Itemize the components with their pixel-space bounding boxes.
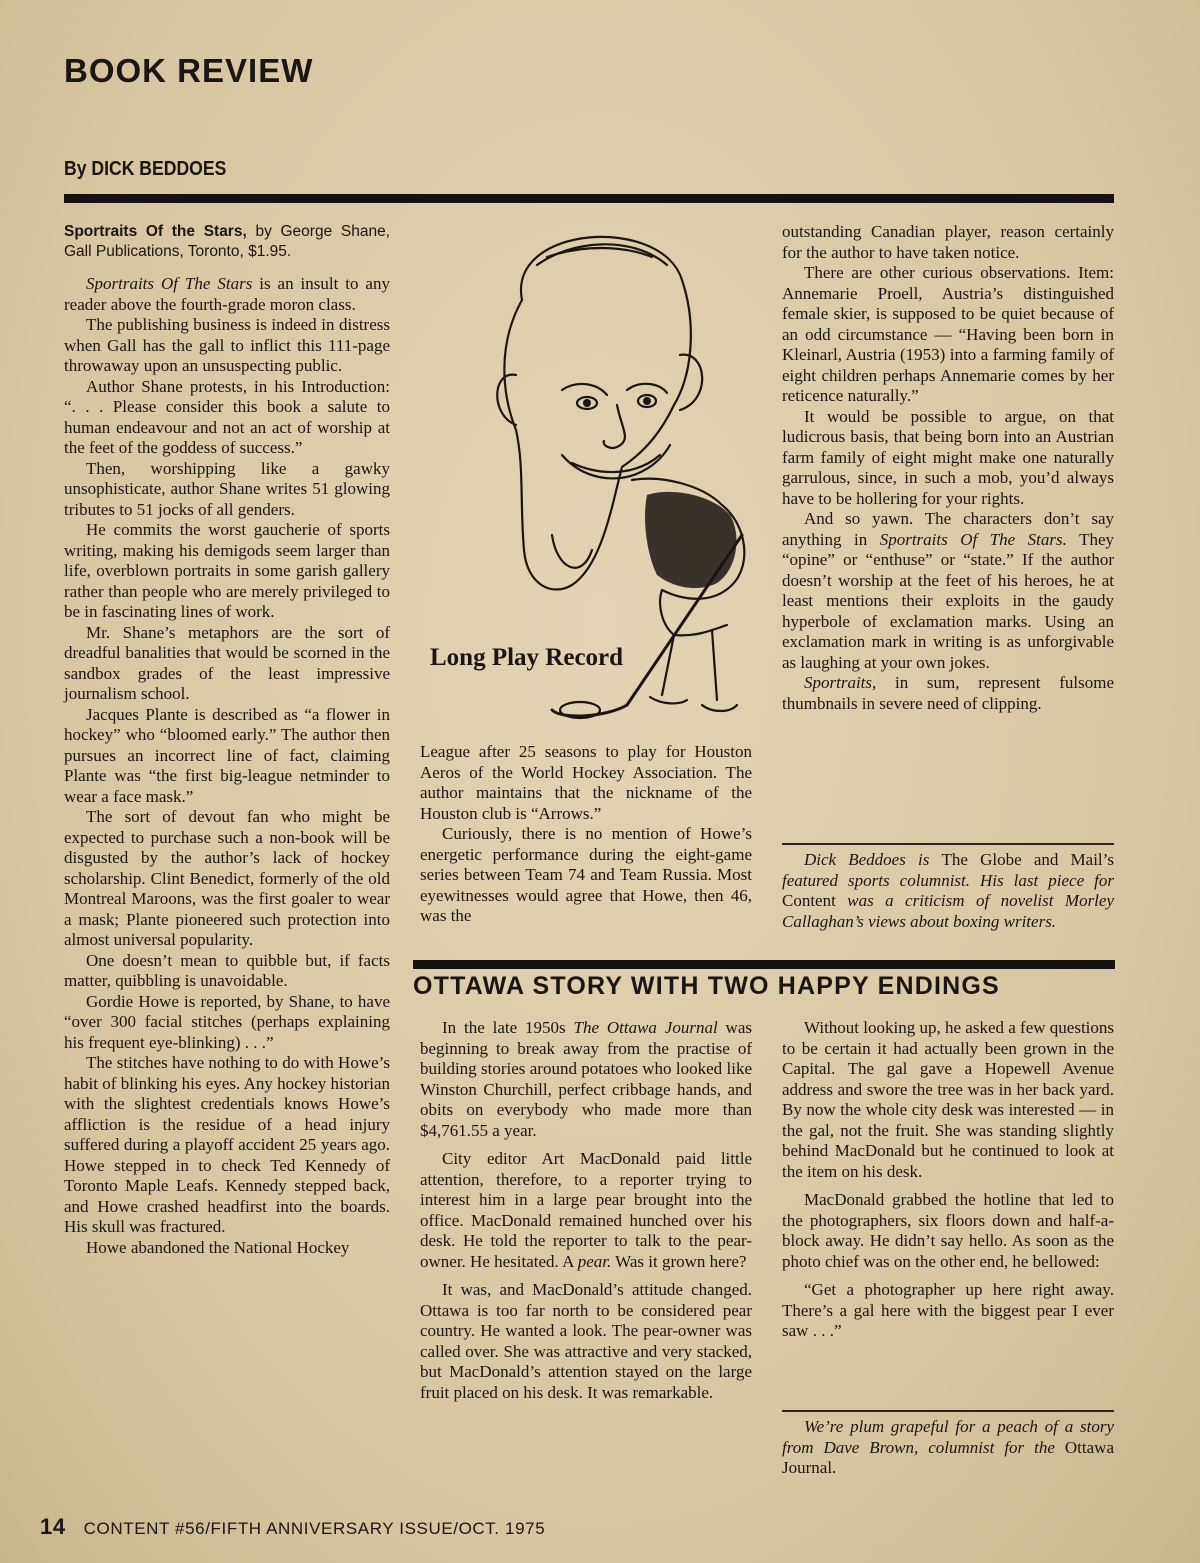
book-title: Sportraits Of the Stars, [64,223,247,240]
paragraph: It was, and MacDonald’s attitude changed. Ottawa is too far north to be considered pear country. He wanted a look. The pear-owner was called over. She was attractive and very stacked, but MacDonald’s attention stayed on the large fruit placed on his desk. It was remarkable. [420,1280,752,1402]
bio-part: was a criticism of novelist Morley Callaghan’s views about boxing writers. [782,891,1114,931]
paragraph: outstanding Canadian player, reason certainly for the author to have taken notice. [782,222,1114,262]
top-rule [64,194,1114,203]
section-rule [413,960,1115,969]
paragraph: The stitches have nothing to do with Howe’s habit of blinking his eyes. Any hockey historian with the slightest credentials knows Howe’s affliction is the residue of a head injury suffered during a playoff accident 25 years ago. Howe stepped in to check Ted Kennedy of Toronto Maple Leafs. Kennedy stepped back, and Howe crashed headfirst into the boards. His skull was fractured. [64,1053,390,1236]
ottawa-column-right [782,1018,1114,1342]
paragraph [782,673,1114,714]
newspaper-name: The Globe and Mail’s [941,850,1114,869]
credit-part: We’re plum grapeful for a peach of a story from Dave Brown, columnist for [782,1417,1114,1457]
magazine-name: Content [782,891,836,910]
story-credit [782,1417,1114,1479]
paragraph: MacDonald grabbed the hotline that led to the photographers, six floors down and half-a-block away. He didn’t say hello. As soon as the photo chief was on the other end, he bellowed: [782,1190,1114,1271]
paragraph [420,1018,752,1141]
bio-part: featured sports columnist. His last piece for [782,870,1114,890]
paragraph: Gordie Howe is reported, by Shane, to have “over 300 facial stitches (perhaps explaining his frequent eye-blinking) . . .” [64,991,390,1052]
newspaper-name: Ottawa Journal. [782,1437,1114,1477]
paragraph [420,1149,752,1272]
book-details: by George Shane, Gall Publications, Toronto, $1.95. [64,223,390,260]
bibliographic-entry [64,222,390,262]
paragraph-text: They “opine” or “enthuse” or “state.” If the author doesn’t worship at the feet of his heroes, he at least mentions their exploits in the gaudy hyperbole of exclamation marks. Using an exclamation mark in writing is as unforgivable as laughing at your own jokes. [782,529,1115,672]
book-title-italic: Sportraits Of The Stars [86,274,253,293]
ottawa-column-left [420,1018,752,1403]
section-heading: BOOK REVIEW [64,52,314,89]
paragraph-text: is an insult to any reader above the fourth-grade moron class. [64,274,390,314]
paragraph-text: And so yawn. The characters don’t say anything in [782,509,1114,549]
review-column-left [64,222,390,1258]
credit-part: the [1034,1437,1055,1457]
paragraph: One doesn’t mean to quibble but, if facts matter, quibbling is unavoidable. [64,950,390,990]
page-number: 14 [40,1514,66,1539]
bio-rule [782,843,1114,845]
paragraph: The publishing business is indeed in distress when Gall has the gall to inflict this 111-page throwaway upon an unsuspecting public. [64,315,390,375]
howe-caricature-illustration [412,205,772,735]
cartoon-caption: Long Play Record [430,644,624,671]
paragraph [782,509,1114,673]
paragraph [64,274,390,315]
paragraph-text: City editor Art MacDonald paid little attention, therefore, to a reporter trying to interest him in a large pear brought into the office. MacDonald remained hunched over his desk. He told the reporter to talk to the pear-owner. He hesitated. A [420,1149,752,1271]
page-footer [40,1514,545,1540]
paragraph: “Get a photographer up here right away. There’s a gal here with the biggest pear I ever saw . . .” [782,1280,1114,1340]
issue-line: CONTENT #56/FIFTH ANNIVERSARY ISSUE/OCT. 1975 [83,1519,546,1538]
review-column-right [782,222,1114,714]
emphasis: pear. [577,1251,612,1271]
book-title-italic: Sportraits, [804,673,877,692]
paragraph: It would be possible to argue, on that ludicrous basis, that being born into an Austrian farm family of eight might make one naturally garrulous, since, in such a mob, you’d always have to be hollering for your rights. [782,406,1114,508]
paragraph: There are other curious observations. Item: Annemarie Proell, Austria’s distinguished female skier, is supposed to be quiet because of an odd circumstance — “Having been born in Kleinarl, Austria (1953) into a farming family of eight children perhaps Annemarie comes by her reticence naturally.” [782,263,1114,405]
byline: By DICK BEDDOES [64,158,227,180]
paragraph: Curiously, there is no mention of Howe’s energetic performance during the eight-game series between Team 74 and Team Russia. Most eyewitnesses would agree that Howe, then 46, was the [420,824,752,925]
paragraph: Mr. Shane’s metaphors are the sort of dreadful banalities that would be scorned in the sandbox grades of the least impressive journalism school. [64,622,390,703]
newspaper-name: The Ottawa Journal [573,1018,718,1037]
paragraph: He commits the worst gaucherie of sports writing, making his demigods seem larger than life, overblown portraits in some garish gallery rather than people who are merely privileged to be in fascinating lines of work. [64,520,390,621]
bio-part: Dick Beddoes is [804,850,942,869]
paragraph: Howe abandoned the National Hockey [86,1237,350,1257]
paragraph-text: In the late 1950s [442,1018,574,1037]
bio-text [782,850,1114,932]
author-bio [782,850,1114,932]
review-column-middle [420,742,752,927]
paragraph-text: Was it grown here? [611,1251,747,1271]
paragraph-text: was beginning to break away from the practise of building stories around potatoes who looked like Winston Churchill, perfect cribbage hands, and obits on everybody who made more than $4,761.55 a year. [420,1018,752,1140]
paragraph: League after 25 seasons to play for Houston Aeros of the World Hockey Association. The author maintains that the nickname of the Houston club is “Arrows.” [420,742,752,823]
credit-rule [782,1410,1114,1412]
paragraph: Without looking up, he asked a few questions to be certain it had actually been grown in the Capital. The gal gave a Hopewell Avenue address and swore the tree was in her back yard. By now the whole city desk was interested — in the gal, not the fruit. She was standing slightly behind MacDonald but he continued to look at the item on his desk. [782,1018,1114,1181]
paragraph: Then, worshipping like a gawky unsophisticate, author Shane writes 51 glowing tributes to 51 jocks of all genders. [64,458,390,519]
paragraph: Jacques Plante is described as “a flower in hockey” who “bloomed early.” The author then pursues an incorrect line of fact, claiming Plante was “the first big-league netminder to wear a face mask.” [64,704,390,806]
credit-text [782,1417,1114,1479]
ottawa-story-title: OTTAWA STORY WITH TWO HAPPY ENDINGS [413,972,1000,1000]
book-title-italic: Sportraits Of The Stars. [879,529,1067,549]
paragraph: Author Shane protests, in his Introduction: “. . . Please consider this book a salute to human endeavour and not an act of worship at the feet of the goddess of success.” [64,376,390,457]
paragraph: The sort of devout fan who might be expected to purchase such a non-book will be disgusted by the author’s lack of hockey scholarship. Clint Benedict, formerly of the old Montreal Maroons, was the first goaler to wear a mask; Plante pioneered such protection into almost universal popularity. [64,807,390,949]
paragraph-text: in sum, represent fulsome thumbnails in severe need of clipping. [782,673,1114,713]
